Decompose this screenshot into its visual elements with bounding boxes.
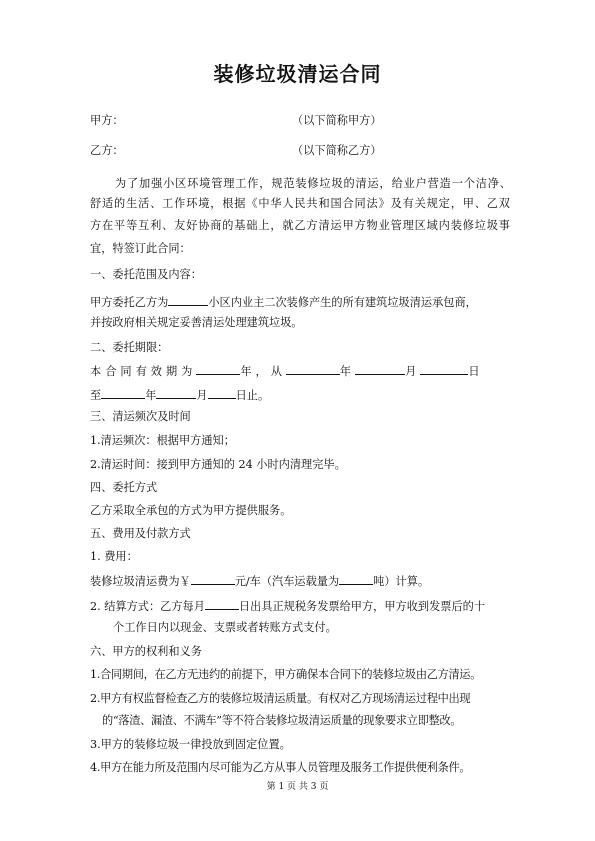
section-6-line-5: 4.甲方在能力所及范围内尽可能为乙方从事人员管理及服务工作提供便利条件。: [90, 761, 471, 774]
section-5-line-4: 个工作日内以现金、支票或者转账方式支付。: [113, 621, 337, 634]
blank-field: [191, 573, 235, 585]
party-a-label: 甲方：: [90, 114, 124, 127]
section-5-text: 装修垃圾清运费为￥: [90, 575, 191, 588]
section-6-heading: 六、甲方的权利和义务: [90, 645, 202, 658]
section-3-heading: 三、清运频次及时间: [90, 410, 191, 423]
section-1-heading: 一、委托范围及内容：: [90, 268, 202, 281]
section-6-line-4: 3.甲方的装修垃圾一律投放到固定位置。: [90, 738, 291, 751]
section-6-line-3: 的“落渣、漏渣、不满车”等不符合装修垃圾清运质量的现象要求立即整改。: [102, 714, 462, 727]
section-2-line-1: [90, 363, 510, 379]
section-3-line-2: 2.清运时间：接到甲方通知的 24 小时内清理完毕。: [90, 458, 346, 471]
section-2-text: 年: [145, 389, 157, 402]
intro-line: 宜，特签订此合同：: [90, 242, 191, 255]
intro-line: 舒适的生活、工作环境，根据《中华人民共和国合同法》及有关规定，甲、乙双: [90, 197, 510, 210]
section-1-text: 小区内业主二次装修产生的所有建筑垃圾清运承包商，: [208, 296, 477, 309]
section-3-line-1: 1.清运频次：根据甲方通知；: [90, 434, 235, 447]
section-6-line-2: 2.甲方有权监督检查乙方的装修垃圾清运质量。有权对乙方现场清运过程中出现: [90, 692, 471, 705]
section-2-text: 年: [339, 365, 356, 378]
blank-field: [339, 573, 373, 585]
section-5-line-1: 1. 费用：: [90, 550, 138, 563]
blank-field: [205, 598, 239, 610]
section-2-text: 月: [196, 389, 208, 402]
blank-field: [101, 387, 145, 399]
section-2-text: 至: [90, 389, 102, 402]
intro-line: 方在平等互利、友好协商的基础上，就乙方清运甲方物业管理区域内装修垃圾事: [90, 219, 510, 232]
section-5-line-3: [90, 598, 510, 614]
blank-field: [286, 363, 340, 375]
section-2-text: 月: [405, 365, 421, 378]
blank-field: [196, 363, 240, 375]
section-4-line-1: 乙方采取全承包的方式为甲方提供服务。: [90, 504, 292, 517]
party-b-label: 乙方：: [90, 144, 124, 157]
section-5-heading: 五、费用及付款方式: [90, 527, 191, 540]
section-1-text: 甲方委托乙方为: [90, 296, 169, 309]
section-5-text: 日出具正规税务发票给甲方，甲方收到发票后的十: [238, 600, 486, 613]
section-5-text: 元/车（汽车运载量为: [234, 575, 340, 588]
section-2-text: 日止。: [235, 389, 270, 402]
blank-field: [156, 387, 196, 399]
blank-field: [208, 387, 236, 399]
section-6-line-1: 1.合同期间，在乙方无违约的前提下，甲方确保本合同下的装修垃圾由乙方清运。: [90, 668, 482, 681]
section-2-line-2: [90, 387, 510, 403]
section-1-line-2: 并按政府相关规定妥善清运处理建筑垃圾。: [90, 316, 303, 329]
intro-line: 为了加强小区环境管理工作，规范装修垃圾的清运，给业户营造一个洁净、: [115, 177, 511, 190]
section-1-line-1: [90, 294, 510, 310]
section-5-line-2: [90, 573, 510, 589]
section-2-text: 本合同有效期为: [90, 365, 197, 378]
blank-field: [168, 294, 208, 306]
section-2-heading: 二、委托期限：: [90, 341, 169, 354]
section-5-text: 吨）计算。: [373, 575, 430, 588]
page-footer: 第 1 页 共 3 页: [266, 782, 329, 792]
party-b-note: （以下简称乙方）: [292, 144, 382, 157]
section-5-text: 2. 结算方式：乙方每月: [90, 600, 205, 613]
section-4-heading: 四、委托方式: [90, 481, 158, 494]
party-a-note: （以下简称甲方）: [292, 114, 382, 127]
document-title: 装修垃圾清运合同: [213, 62, 382, 86]
blank-field: [355, 363, 405, 375]
blank-field: [420, 363, 468, 375]
section-2-text: 年，从: [240, 365, 286, 378]
section-2-text: 日: [468, 365, 484, 378]
